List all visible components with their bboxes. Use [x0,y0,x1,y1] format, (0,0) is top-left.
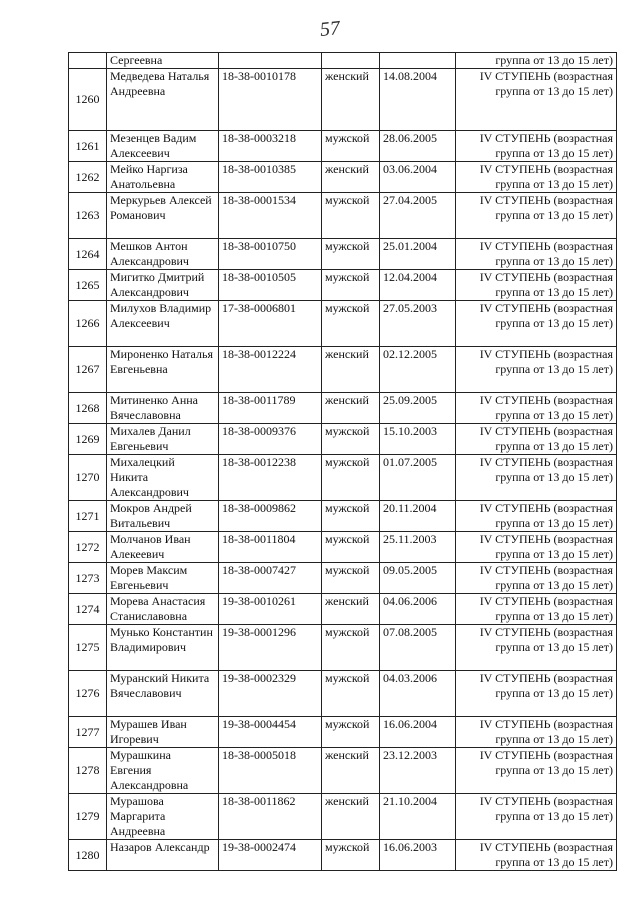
row-level-cell: IV СТУПЕНЬ (возрастная группа от 13 до 15 лет) [456,748,617,794]
registry-table [68,52,617,871]
table-row [69,671,617,717]
row-level-cell: IV СТУПЕНЬ (возрастная группа от 13 до 15 лет) [456,455,617,501]
row-number-cell: 1273 [69,563,107,594]
row-reg-cell: 19-38-0001296 [219,625,322,671]
row-dob-cell: 16.06.2003 [380,840,456,871]
table-row [69,794,617,840]
row-level-cell: IV СТУПЕНЬ (возрастная группа от 13 до 15 лет) [456,532,617,563]
row-reg-cell: 18-38-0011789 [219,393,322,424]
row-level-cell: IV СТУПЕНЬ (возрастная группа от 13 до 15 лет) [456,270,617,301]
row-level-cell: IV СТУПЕНЬ (возрастная группа от 13 до 15 лет) [456,239,617,270]
registry-table-body [69,53,617,871]
row-dob-cell: 15.10.2003 [380,424,456,455]
row-number-cell: 1267 [69,347,107,393]
row-number-cell [69,53,107,69]
table-row [69,239,617,270]
table-row [69,393,617,424]
row-number-cell: 1265 [69,270,107,301]
table-row [69,625,617,671]
row-level-cell: IV СТУПЕНЬ (возрастная группа от 13 до 15 лет) [456,717,617,748]
row-number-cell: 1270 [69,455,107,501]
row-name-cell: Мокров Андрей Витальевич [107,501,219,532]
page-number: 57 [318,17,342,41]
row-number-cell: 1277 [69,717,107,748]
row-dob-cell: 27.04.2005 [380,193,456,239]
row-reg-cell: 18-38-0012238 [219,455,322,501]
row-reg-cell: 18-38-0005018 [219,748,322,794]
row-number-cell: 1266 [69,301,107,347]
row-level-cell: IV СТУПЕНЬ (возрастная группа от 13 до 15 лет) [456,840,617,871]
row-sex-cell: мужской [322,455,380,501]
table-row [69,270,617,301]
row-sex-cell: женский [322,748,380,794]
row-sex-cell: мужской [322,671,380,717]
registry-table-container [68,52,616,871]
row-name-cell: Мейко Наргиза Анатольевна [107,162,219,193]
row-reg-cell: 19-38-0010261 [219,594,322,625]
row-dob-cell: 03.06.2004 [380,162,456,193]
row-number-cell: 1261 [69,131,107,162]
row-name-cell: Мироненко Наталья Евгеньевна [107,347,219,393]
row-level-cell: IV СТУПЕНЬ (возрастная группа от 13 до 15 лет) [456,301,617,347]
row-dob-cell: 07.08.2005 [380,625,456,671]
row-name-cell: Михалецкий Никита Александрович [107,455,219,501]
row-number-cell: 1280 [69,840,107,871]
table-row [69,532,617,563]
row-number-cell: 1260 [69,69,107,131]
row-sex-cell: мужской [322,840,380,871]
table-row [69,424,617,455]
row-dob-cell: 28.06.2005 [380,131,456,162]
row-level-cell: IV СТУПЕНЬ (возрастная группа от 13 до 15 лет) [456,625,617,671]
row-number-cell: 1262 [69,162,107,193]
row-level-cell: группа от 13 до 15 лет) [456,53,617,69]
row-name-cell: Михалев Данил Евгеньевич [107,424,219,455]
row-name-cell: Мешков Антон Александрович [107,239,219,270]
table-row [69,193,617,239]
row-dob-cell: 16.06.2004 [380,717,456,748]
row-level-cell: IV СТУПЕНЬ (возрастная группа от 13 до 15 лет) [456,193,617,239]
row-number-cell: 1274 [69,594,107,625]
row-sex-cell: мужской [322,131,380,162]
row-dob-cell: 21.10.2004 [380,794,456,840]
row-number-cell: 1269 [69,424,107,455]
row-dob-cell: 20.11.2004 [380,501,456,532]
row-sex-cell: женский [322,594,380,625]
row-dob-cell: 04.03.2006 [380,671,456,717]
row-number-cell: 1264 [69,239,107,270]
row-level-cell: IV СТУПЕНЬ (возрастная группа от 13 до 15 лет) [456,794,617,840]
table-row [69,594,617,625]
row-sex-cell: мужской [322,625,380,671]
row-sex-cell: женский [322,347,380,393]
row-name-cell: Морев Максим Евгеньевич [107,563,219,594]
row-level-cell: IV СТУПЕНЬ (возрастная группа от 13 до 15 лет) [456,501,617,532]
row-reg-cell: 18-38-0010505 [219,270,322,301]
table-row [69,347,617,393]
row-dob-cell: 25.09.2005 [380,393,456,424]
row-sex-cell: мужской [322,424,380,455]
table-row [69,717,617,748]
row-reg-cell: 18-38-0010385 [219,162,322,193]
row-number-cell: 1268 [69,393,107,424]
row-name-cell: Мурашова Маргарита Андреевна [107,794,219,840]
row-level-cell: IV СТУПЕНЬ (возрастная группа от 13 до 15 лет) [456,563,617,594]
row-reg-cell: 18-38-0007427 [219,563,322,594]
table-row [69,69,617,131]
row-reg-cell: 17-38-0006801 [219,301,322,347]
row-reg-cell: 18-38-0012224 [219,347,322,393]
row-reg-cell: 18-38-0001534 [219,193,322,239]
row-reg-cell [219,53,322,69]
row-level-cell: IV СТУПЕНЬ (возрастная группа от 13 до 15 лет) [456,393,617,424]
row-number-cell: 1263 [69,193,107,239]
row-reg-cell: 18-38-0011862 [219,794,322,840]
row-sex-cell: мужской [322,270,380,301]
row-name-cell: Мурашкина Евгения Александровна [107,748,219,794]
row-dob-cell: 23.12.2003 [380,748,456,794]
row-number-cell: 1278 [69,748,107,794]
row-number-cell: 1275 [69,625,107,671]
table-row [69,501,617,532]
row-number-cell: 1272 [69,532,107,563]
row-name-cell: Митиненко Анна Вячеславовна [107,393,219,424]
row-sex-cell: мужской [322,717,380,748]
row-dob-cell: 01.07.2005 [380,455,456,501]
row-reg-cell: 18-38-0003218 [219,131,322,162]
row-number-cell: 1271 [69,501,107,532]
row-sex-cell: женский [322,393,380,424]
table-row [69,748,617,794]
row-sex-cell: мужской [322,563,380,594]
row-number-cell: 1279 [69,794,107,840]
row-level-cell: IV СТУПЕНЬ (возрастная группа от 13 до 15 лет) [456,671,617,717]
row-name-cell: Мурашев Иван Игоревич [107,717,219,748]
row-sex-cell [322,53,380,69]
table-row [69,131,617,162]
row-name-cell: Молчанов Иван Алекеевич [107,532,219,563]
row-dob-cell [380,53,456,69]
row-sex-cell: мужской [322,301,380,347]
row-reg-cell: 18-38-0011804 [219,532,322,563]
row-name-cell: Меркурьев Алексей Романович [107,193,219,239]
row-dob-cell: 02.12.2005 [380,347,456,393]
table-row [69,563,617,594]
row-sex-cell: мужской [322,501,380,532]
row-sex-cell: женский [322,162,380,193]
row-level-cell: IV СТУПЕНЬ (возрастная группа от 13 до 15 лет) [456,131,617,162]
row-dob-cell: 04.06.2006 [380,594,456,625]
row-dob-cell: 14.08.2004 [380,69,456,131]
row-sex-cell: женский [322,794,380,840]
row-reg-cell: 18-38-0010178 [219,69,322,131]
row-level-cell: IV СТУПЕНЬ (возрастная группа от 13 до 15 лет) [456,69,617,131]
row-name-cell: Милухов Владимир Алексеевич [107,301,219,347]
row-dob-cell: 25.01.2004 [380,239,456,270]
row-name-cell: Назаров Александр [107,840,219,871]
row-reg-cell: 18-38-0009862 [219,501,322,532]
row-reg-cell: 18-38-0010750 [219,239,322,270]
table-row [69,301,617,347]
row-name-cell: Морева Анастасия Станиславовна [107,594,219,625]
table-row [69,455,617,501]
row-dob-cell: 09.05.2005 [380,563,456,594]
row-level-cell: IV СТУПЕНЬ (возрастная группа от 13 до 15 лет) [456,424,617,455]
row-level-cell: IV СТУПЕНЬ (возрастная группа от 13 до 15 лет) [456,347,617,393]
row-number-cell: 1276 [69,671,107,717]
table-row [69,840,617,871]
row-reg-cell: 19-38-0002474 [219,840,322,871]
row-sex-cell: женский [322,69,380,131]
row-name-cell: Муранский Никита Вячеславович [107,671,219,717]
row-sex-cell: мужской [322,239,380,270]
row-name-cell: Мигитко Дмитрий Александрович [107,270,219,301]
row-name-cell: Сергеевна [107,53,219,69]
row-reg-cell: 19-38-0002329 [219,671,322,717]
row-dob-cell: 12.04.2004 [380,270,456,301]
row-reg-cell: 18-38-0009376 [219,424,322,455]
row-sex-cell: мужской [322,193,380,239]
row-reg-cell: 19-38-0004454 [219,717,322,748]
table-row [69,162,617,193]
row-level-cell: IV СТУПЕНЬ (возрастная группа от 13 до 15 лет) [456,162,617,193]
row-name-cell: Медведева Наталья Андреевна [107,69,219,131]
row-name-cell: Мезенцев Вадим Алексеевич [107,131,219,162]
row-level-cell: IV СТУПЕНЬ (возрастная группа от 13 до 15 лет) [456,594,617,625]
row-dob-cell: 25.11.2003 [380,532,456,563]
row-dob-cell: 27.05.2003 [380,301,456,347]
row-name-cell: Мунько Константин Владимирович [107,625,219,671]
table-row-continuation [69,53,617,69]
row-sex-cell: мужской [322,532,380,563]
